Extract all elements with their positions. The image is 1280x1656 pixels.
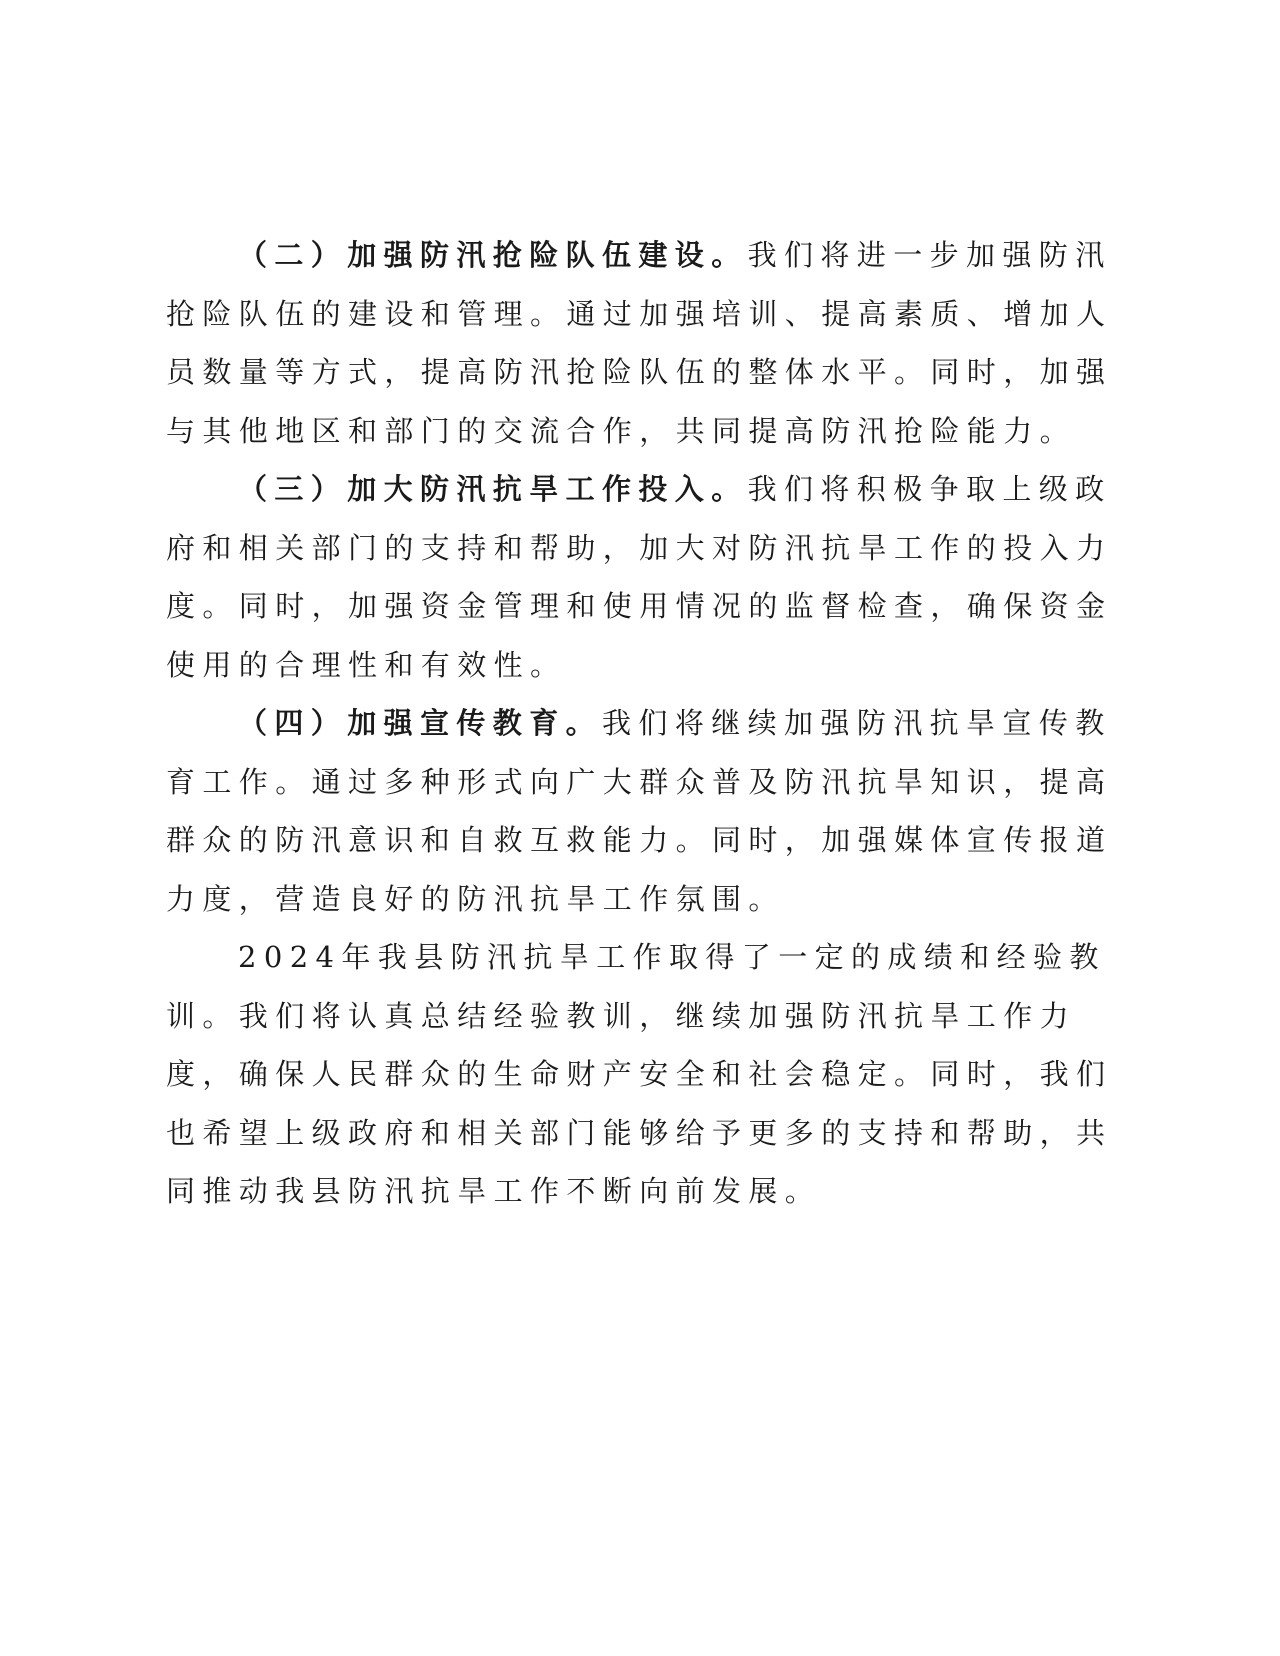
paragraph-heading: （四）加强宣传教育。	[238, 706, 603, 740]
document-body	[166, 226, 1134, 1221]
paragraph-heading: （二）加强防汛抢险队伍建设。	[238, 238, 748, 272]
paragraph-publicity-education	[166, 694, 1134, 928]
paragraph-investment	[166, 460, 1134, 694]
paragraph-text: 我们将继续加强防汛抗旱宣传教育工作。通过多种形式向广大群众普及防汛抗旱知识，提高群众的防汛意识和自救互救能力。同时，加强媒体宣传报道力度，营造良好的防汛抗旱工作氛围。	[166, 706, 1113, 916]
paragraph-team-building	[166, 226, 1134, 460]
paragraph-text: 我们将积极争取上级政府和相关部门的支持和帮助，加大对防汛抗旱工作的投入力度。同时，加强资金管理和使用情况的监督检查，确保资金使用的合理性和有效性。	[166, 472, 1113, 682]
paragraph-conclusion	[166, 928, 1134, 1221]
paragraph-heading: （三）加大防汛抗旱工作投入。	[238, 472, 748, 506]
paragraph-text: 2024年我县防汛抗旱工作取得了一定的成绩和经验教训。我们将认真总结经验教训，继续加强防汛抗旱工作力度，确保人民群众的生命财产安全和社会稳定。同时，我们也希望上级政府和相关部门能够给予更多的支持和帮助，共同推动我县防汛抗旱工作不断向前发展。	[166, 940, 1113, 1208]
paragraph-text: 我们将进一步加强防汛抢险队伍的建设和管理。通过加强培训、提高素质、增加人员数量等方式，提高防汛抢险队伍的整体水平。同时，加强与其他地区和部门的交流合作，共同提高防汛抢险能力。	[166, 238, 1113, 448]
